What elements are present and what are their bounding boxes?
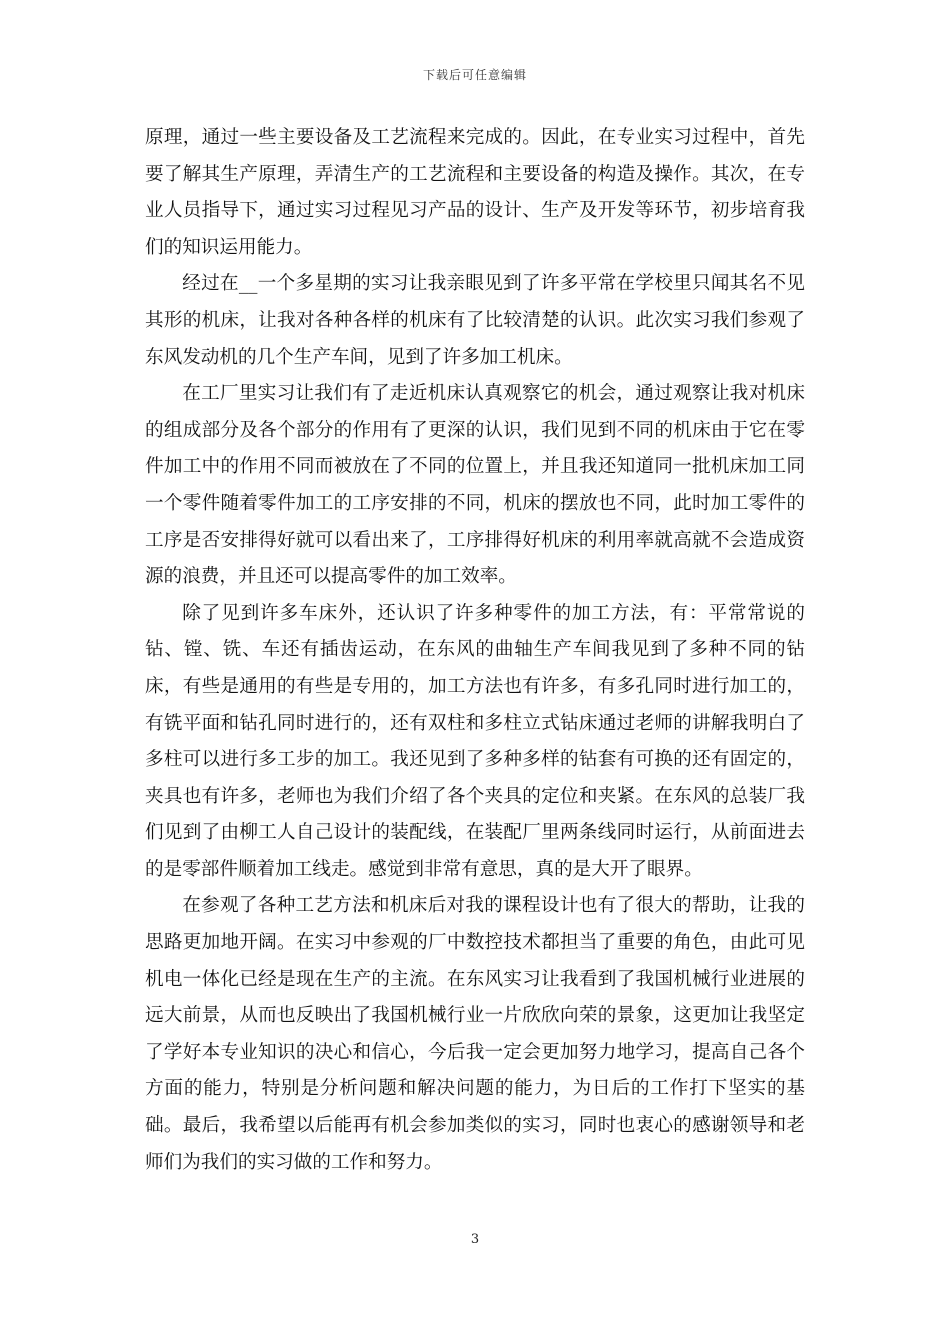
page-number: 3	[470, 1232, 480, 1247]
paragraph-continued: 原理，通过一些主要设备及工艺流程来完成的。因此，在专业实习过程中，首先要了解其生产原理，弄清生产的工艺流程和主要设备的构造及操作。其次，在专业人员指导下，通过实习过程见习产品的设计、生产及开发等环节，初步培育我们的知识运用能力。	[145, 127, 805, 258]
document-body	[145, 120, 805, 1181]
page-header: 下载后可任意编辑	[422, 68, 527, 82]
paragraph: 经过在__一个多星期的实习让我亲眼见到了许多平常在学校里只闻其名不见其形的机床，让我对各种各样的机床有了比较清楚的认识。此次实习我们参观了东风发动机的几个生产车间，见到了许多加工机床。	[145, 273, 805, 368]
paragraph: 除了见到许多车床外，还认识了许多种零件的加工方法，有：平常常说的钻、镗、铣、车还有插齿运动，在东风的曲轴生产车间我见到了多种不同的钻床，有些是通用的有些是专用的，加工方法也有许多，有多孔同时进行加工的，有铣平面和钻孔同时进行的，还有双柱和多柱立式钻床通过老师的讲解我明白了多柱可以进行多工步的加工。我还见到了多种多样的钻套有可换的还有固定的，夹具也有许多，老师也为我们介绍了各个夹具的定位和夹紧。在东风的总装厂我们见到了由柳工人自己设计的装配线，在装配厂里两条线同时运行，从前面进去的是零部件顺着加工线走。感觉到非常有意思，真的是大开了眼界。	[145, 602, 805, 880]
paragraph: 在工厂里实习让我们有了走近机床认真观察它的机会，通过观察让我对机床的组成部分及各个部分的作用有了更深的认识，我们见到不同的机床由于它在零件加工中的作用不同而被放在了不同的位置上，并且我还知道同一批机床加工同一个零件随着零件加工的工序安排的不同，机床的摆放也不同，此时加工零件的工序是否安排得好就可以看出来了，工序排得好机床的利用率就高就不会造成资源的浪费，并且还可以提高零件的加工效率。	[145, 383, 805, 588]
paragraph: 在参观了各种工艺方法和机床后对我的课程设计也有了很大的帮助，让我的思路更加地开阔。在实习中参观的厂中数控技术都担当了重要的角色，由此可见机电一体化已经是现在生产的主流。在东风实习让我看到了我国机械行业进展的远大前景，从而也反映出了我国机械行业一片欣欣向荣的景象，这更加让我坚定了学好本专业知识的决心和信心，今后我一定会更加努力地学习，提高自己各个方面的能力，特别是分析问题和解决问题的能力，为日后的工作打下坚实的基础。最后，我希望以后能再有机会参加类似的实习，同时也衷心的感谢领导和老师们为我们的实习做的工作和努力。	[145, 895, 805, 1173]
